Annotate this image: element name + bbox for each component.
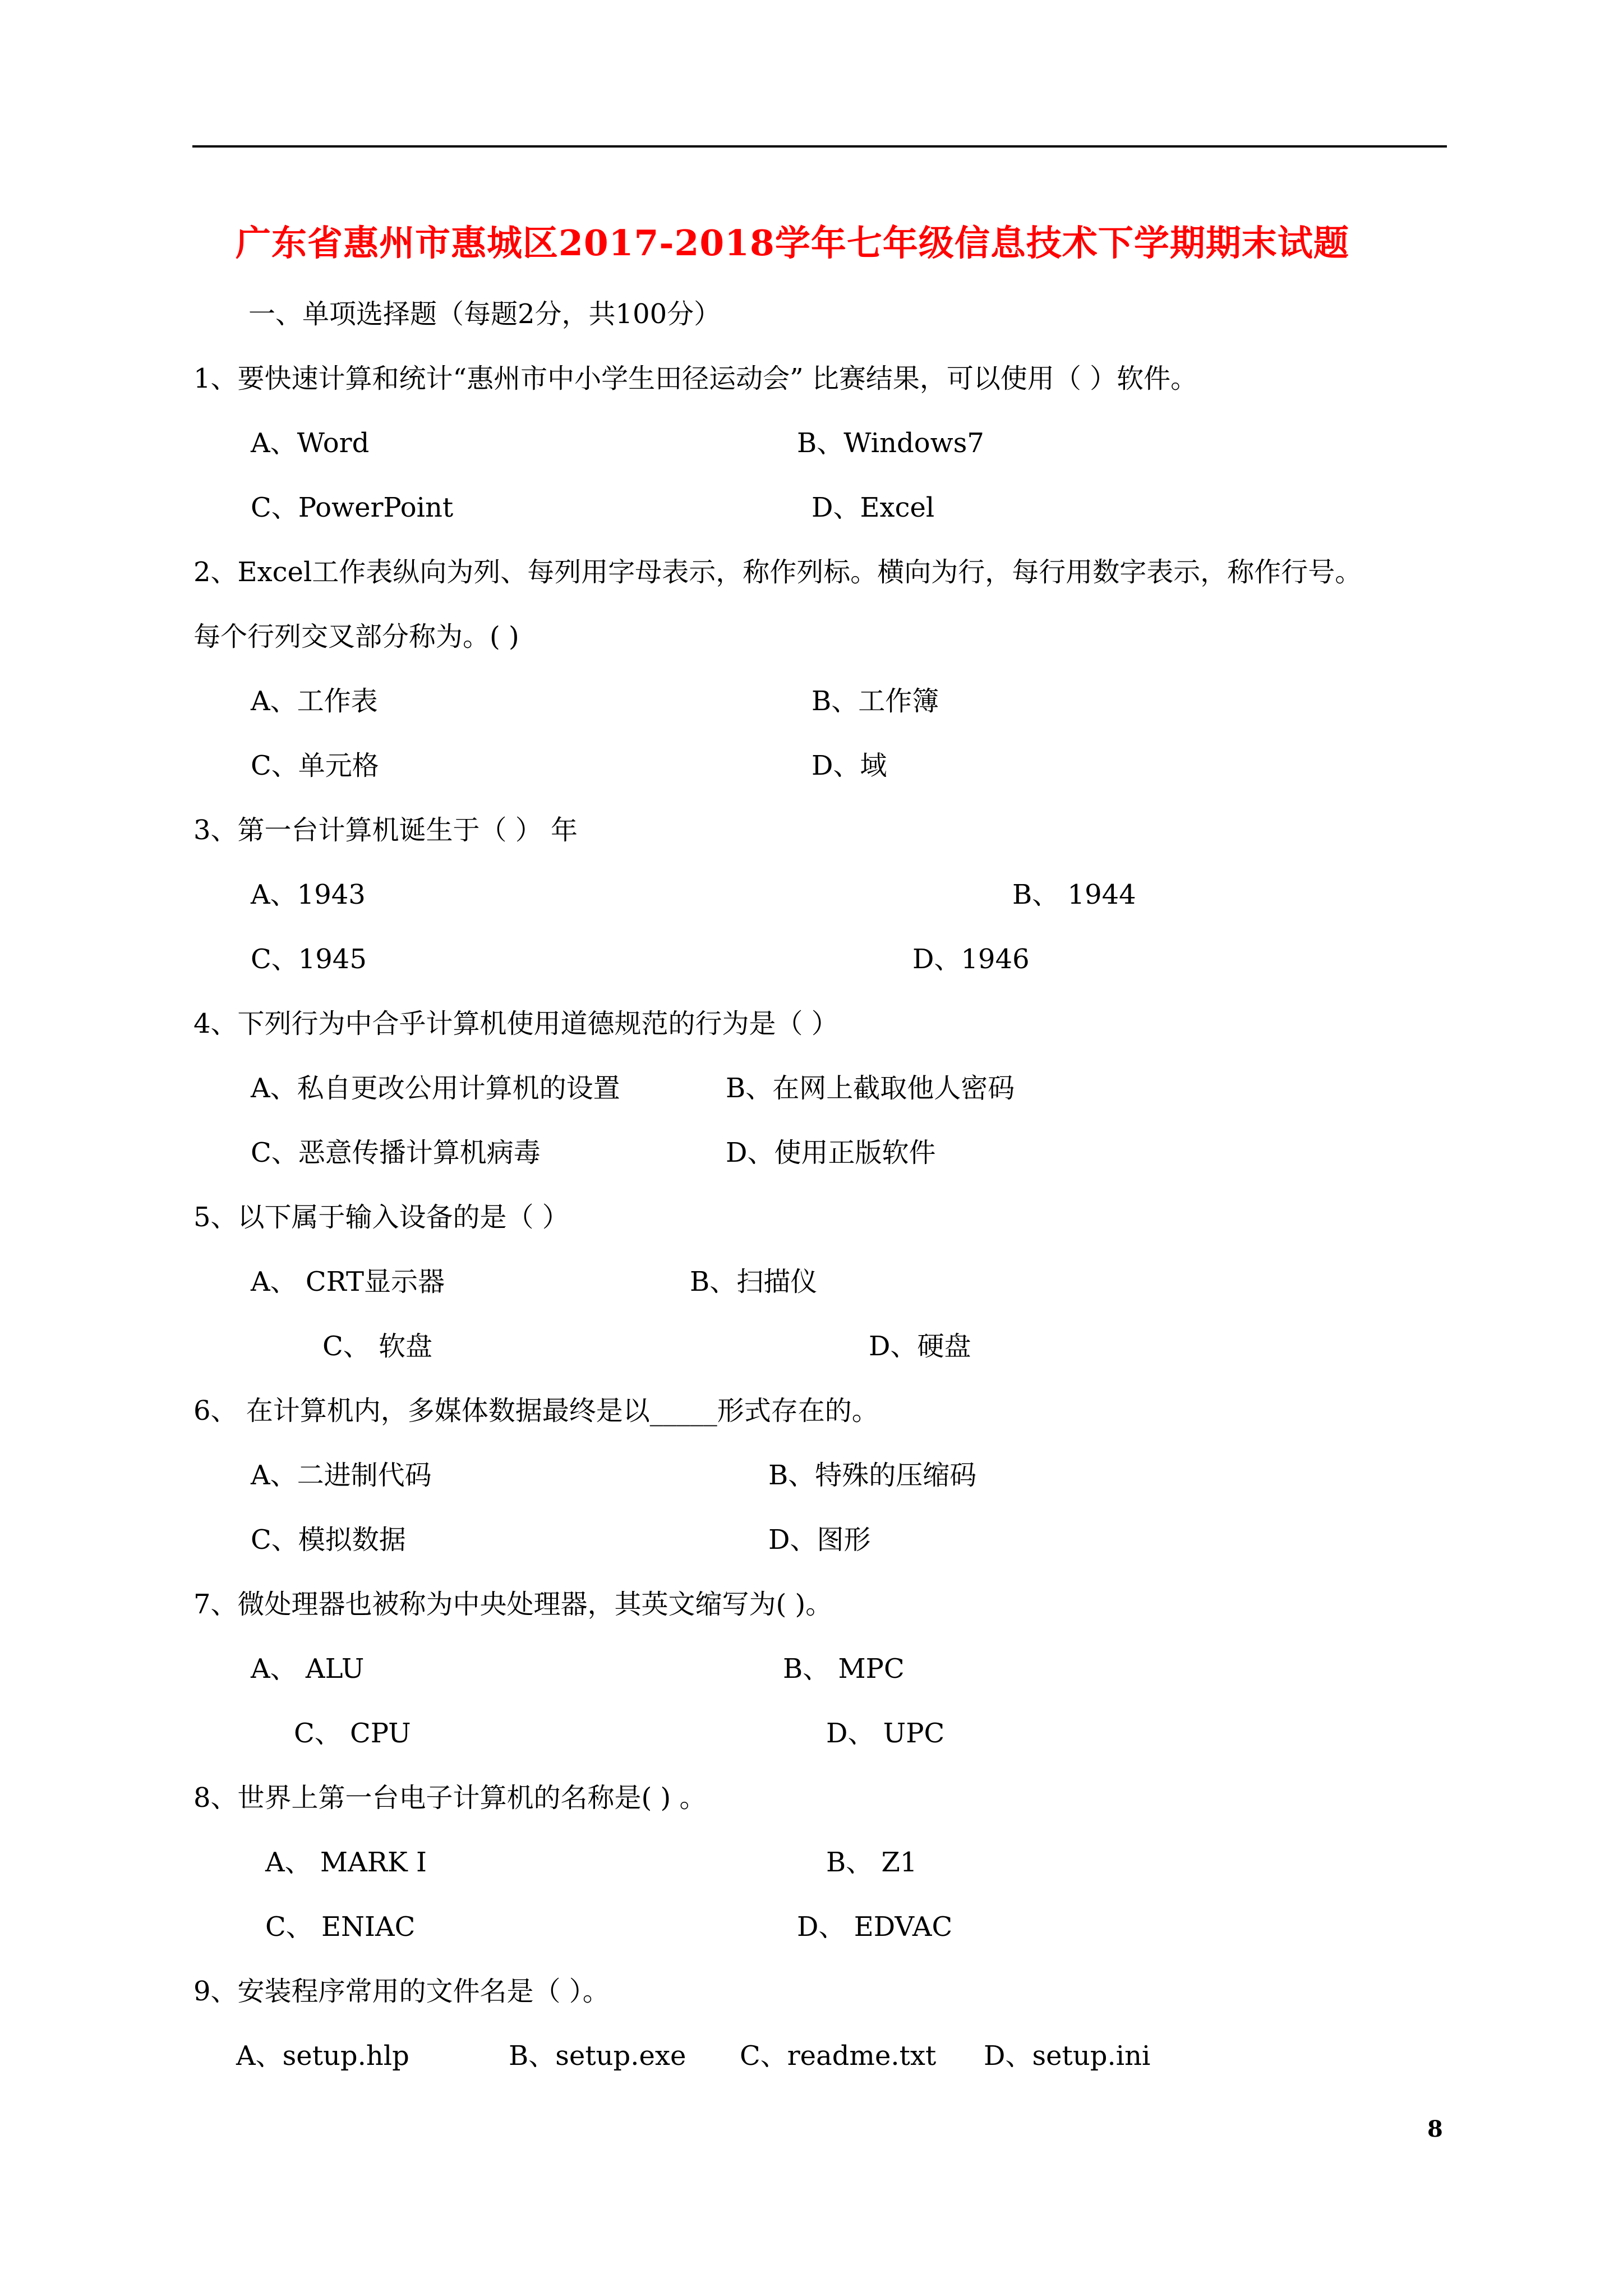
question-1-stem: 1、要快速计算和统计“惠州市中小学生田径运动会” 比赛结果，可以使用（ ）软件。	[193, 363, 1198, 394]
question-9-option-c: C、readme.txt	[740, 2040, 937, 2072]
question-4-option-c: C、恶意传播计算机病毒	[251, 1137, 541, 1168]
question-2-stem: 2、Excel工作表纵向为列、每列用字母表示，称作列标。横向为行，每行用数字表示，称作行号。	[193, 556, 1362, 588]
question-3-option-d: D、1946	[912, 944, 1030, 975]
question-9-option-d: D、setup.ini	[984, 2040, 1151, 2072]
question-7-stem: 7、微处理器也被称为中央处理器，其英文缩写为( )。	[193, 1589, 833, 1620]
page-number: 8	[1427, 2116, 1443, 2142]
question-5-option-d: D、硬盘	[869, 1331, 971, 1362]
question-7-option-c: C、 CPU	[294, 1718, 411, 1749]
header-rule	[192, 145, 1447, 148]
question-1-option-a: A、Word	[251, 427, 370, 459]
question-9-option-a: A、setup.hlp	[236, 2040, 409, 2072]
question-2-option-c: C、单元格	[251, 750, 379, 781]
question-3-option-b: B、 1944	[1012, 879, 1136, 910]
question-1-option-d: D、Excel	[811, 492, 935, 523]
question-6-option-a: A、二进制代码	[251, 1460, 432, 1491]
question-2-stem-continued: 每个行列交叉部分称为。( )	[193, 621, 519, 652]
question-1-option-b: B、Windows7	[797, 427, 984, 459]
page-title: 广东省惠州市惠城区2017-2018学年七年级信息技术下学期期末试题	[236, 222, 1349, 264]
question-5-stem: 5、以下属于输入设备的是（ ）	[193, 1202, 569, 1233]
question-5-option-b: B、扫描仪	[690, 1266, 818, 1297]
question-1-option-c: C、PowerPoint	[251, 492, 454, 523]
question-3-option-a: A、1943	[251, 879, 366, 910]
question-4-option-b: B、在网上截取他人密码	[726, 1073, 1015, 1104]
question-4-option-d: D、使用正版软件	[726, 1137, 936, 1168]
question-8-option-b: B、 Z1	[826, 1847, 917, 1878]
question-5-option-c: C、 软盘	[322, 1331, 432, 1362]
question-3-stem: 3、第一台计算机诞生于（ ） 年	[193, 815, 578, 846]
question-3-option-c: C、1945	[251, 944, 367, 975]
question-9-stem: 9、安装程序常用的文件名是（ ）。	[193, 1976, 610, 2007]
question-6-stem: 6、 在计算机内，多媒体数据最终是以_____形式存在的。	[193, 1395, 879, 1427]
question-9-option-b: B、setup.exe	[509, 2040, 686, 2072]
question-6-option-d: D、图形	[768, 1524, 871, 1556]
question-7-option-d: D、 UPC	[826, 1718, 945, 1749]
section-heading: 一、单项选择题（每题2分，共100分）	[248, 298, 721, 330]
question-4-option-a: A、私自更改公用计算机的设置	[251, 1073, 620, 1104]
question-8-option-c: C、 ENIAC	[265, 1911, 416, 1943]
question-7-option-b: B、 MPC	[783, 1653, 905, 1685]
question-5-option-a: A、 CRT显示器	[251, 1266, 445, 1297]
question-2-option-d: D、域	[811, 750, 887, 781]
question-4-stem: 4、下列行为中合乎计算机使用道德规范的行为是（ ）	[193, 1008, 838, 1039]
question-8-option-a: A、 MARK I	[265, 1847, 427, 1878]
question-8-stem: 8、世界上第一台电子计算机的名称是( ) 。	[193, 1782, 707, 1814]
question-2-option-b: B、工作簿	[811, 685, 939, 717]
question-8-option-d: D、 EDVAC	[797, 1911, 953, 1943]
question-7-option-a: A、 ALU	[251, 1653, 365, 1685]
question-2-option-a: A、工作表	[251, 685, 378, 717]
question-6-option-c: C、模拟数据	[251, 1524, 406, 1556]
question-6-option-b: B、特殊的压缩码	[768, 1460, 977, 1491]
